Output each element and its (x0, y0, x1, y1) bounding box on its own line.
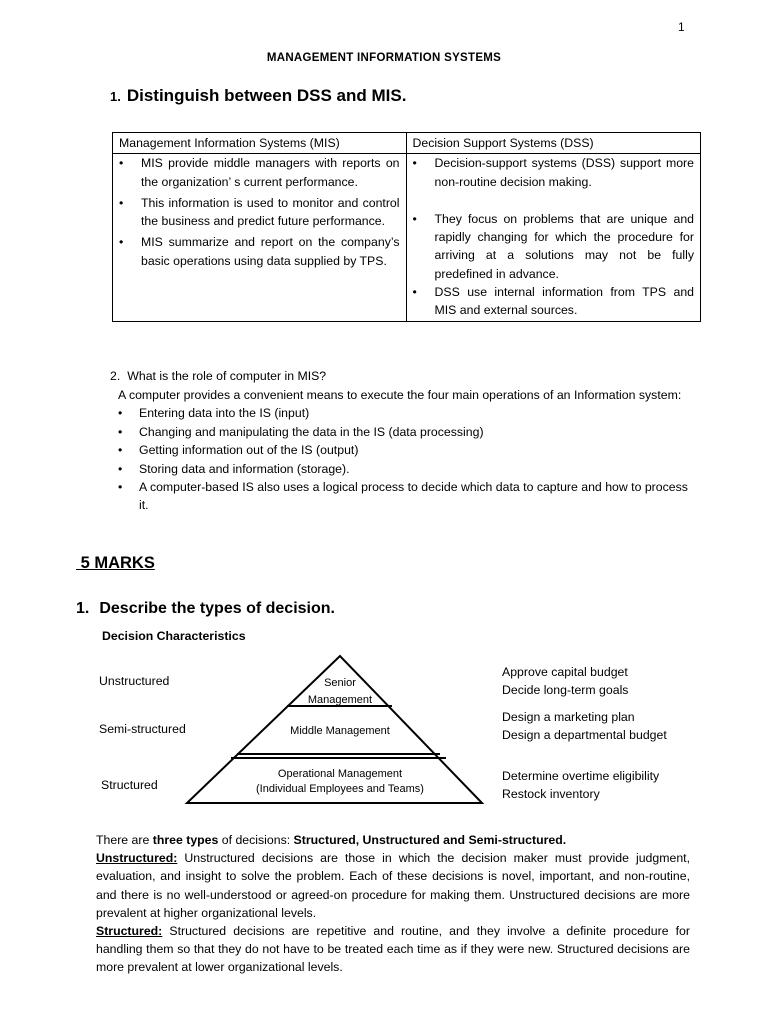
list-item: • Changing and manipulating the data in the IS (data processing) (118, 423, 698, 441)
examples-operational (502, 767, 659, 803)
mis-point: • MIS summarize and report on the company’s basic operations using data supplied by TPS. (117, 233, 400, 270)
intro-text: There are (96, 833, 153, 847)
decision-pyramid-diagram (180, 650, 485, 810)
table-row (113, 154, 701, 321)
list-item: • Getting information out of the IS (output) (118, 441, 698, 459)
pyramid-middle-label: Middle Management (290, 725, 390, 737)
section-heading-5-marks: 5 MARKS (76, 554, 155, 572)
question-1-title: Distinguish between DSS and MIS. (126, 86, 407, 105)
question-1-number: 1. (110, 89, 121, 104)
diagram-title: Decision Characteristics (102, 629, 246, 643)
dss-column-header: Decision Support Systems (DSS) (406, 133, 700, 154)
question-3-number: 1. (76, 600, 90, 617)
structured-label: Structured: (96, 924, 163, 939)
example-item: Design a departmental budget (502, 728, 667, 742)
mis-cell (113, 154, 407, 321)
example-item: Approve capital budget (502, 665, 628, 679)
question-1-heading (110, 86, 406, 106)
page-number: 1 (678, 20, 685, 34)
decision-types-text (96, 831, 690, 977)
computer-roles-list (118, 404, 698, 514)
question-2-answer (118, 386, 698, 515)
pyramid-senior-line1: Senior (324, 677, 356, 689)
dss-point: • DSS use internal information from TPS and MIS and external sources. (411, 283, 694, 320)
question-2-number: 2. (110, 369, 121, 383)
decision-types-intro (96, 831, 690, 849)
mis-point: • This information is used to monitor and control the business and predict future performance. (117, 194, 400, 231)
dss-cell (406, 154, 700, 321)
pyramid-senior-line2: Management (307, 694, 373, 706)
examples-middle (502, 708, 667, 744)
comparison-table (112, 132, 701, 322)
list-item: • A computer-based IS also uses a logical process to decide which data to capture and how to process it. (118, 478, 698, 515)
question-2-heading (110, 369, 326, 383)
intro-bold-types-list: Structured, Unstructured and Semi-structured. (293, 833, 567, 847)
dss-point: • They focus on problems that are unique and rapidly changing for which the procedure for arriving at a solutions may not be fully predefined in advance. (411, 210, 694, 283)
examples-senior (502, 663, 628, 699)
unstructured-label: Unstructured: (96, 851, 178, 866)
pyramid-operational-line2: (Individual Employees and Teams) (256, 783, 424, 795)
intro-bold-three-types: three types (152, 833, 219, 847)
level-label-unstructured: Unstructured (99, 674, 170, 688)
question-2-title: What is the role of computer in MIS? (127, 369, 327, 383)
question-3-title: Describe the types of decision. (99, 600, 335, 617)
example-item: Determine overtime eligibility (502, 769, 660, 783)
unstructured-text: Unstructured decisions are those in which the decision maker must provide judgment, evaluation, and insight to solve the problem. Each of these decisions is novel, important, and non-routine, and there is no well-understood or agreed-on procedure for making them. Unstructured decisions are more prevalent at higher organizational levels. (96, 851, 690, 920)
question-2-intro: A computer provides a convenient means to execute the four main operations of an Information system: (118, 388, 682, 402)
example-item: Decide long-term goals (502, 683, 629, 697)
example-item: Restock inventory (502, 787, 600, 801)
question-3-heading (76, 600, 335, 618)
pyramid-operational-line1: Operational Management (277, 768, 403, 780)
level-label-structured: Structured (101, 778, 158, 792)
dss-point: • Decision-support systems (DSS) support more non-routine decision making. (411, 154, 694, 191)
list-item: • Storing data and information (storage). (118, 460, 698, 478)
example-item: Design a marketing plan (502, 710, 635, 724)
table-header-row (113, 133, 701, 154)
document-title: MANAGEMENT INFORMATION SYSTEMS (266, 52, 502, 64)
intro-text: of decisions: (218, 833, 294, 847)
mis-point: • MIS provide middle managers with reports on the organization’ s current performance. (117, 154, 400, 191)
mis-column-header: Management Information Systems (MIS) (113, 133, 407, 154)
list-item: • Entering data into the IS (input) (118, 404, 698, 422)
level-label-semi-structured: Semi-structured (99, 722, 186, 736)
structured-text: Structured decisions are repetitive and routine, and they involve a definite procedure for handling them so that they do not have to be treated each time as if they were new. Structured decisions are more prevalent at lower organizational levels. (96, 924, 690, 975)
unstructured-paragraph (96, 849, 690, 922)
structured-paragraph (96, 922, 690, 977)
